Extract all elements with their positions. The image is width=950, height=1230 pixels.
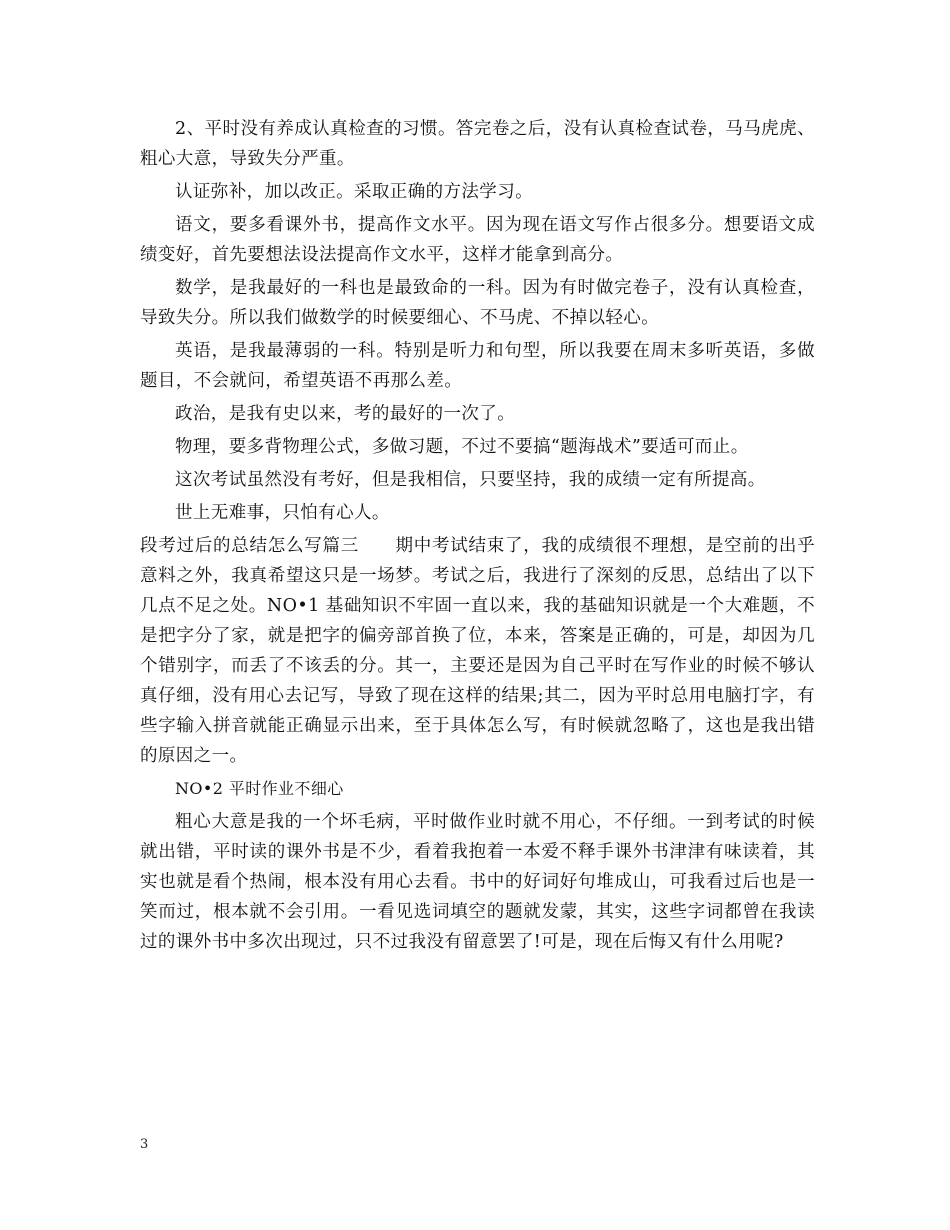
paragraph: 语文，要多看课外书，提高作文水平。因为现在语文写作占很多分。想要语文成绩变好，首先要想法设法提高作文水平，这样才能拿到高分。 (140, 215, 815, 265)
paragraph: 认证弥补，加以改正。采取正确的方法学习。 (175, 182, 533, 202)
paragraph: 世上无难事，只怕有心人。 (175, 503, 390, 523)
paragraph-article-three: 段考过后的总结怎么写篇三 期中考试结束了，我的成绩很不理想，是空前的出乎意料之外，我真希望这只是一场梦。考试之后，我进行了深刻的反思，总结出了以下几点不足之处。NO•1 基础知识不牢固一直以来，我的基础知识就是一个大难题，不是把字分了家，就是把字的偏旁部首换了位，本来，答案是正确的，可是，却因为几个错别字，而丢了不该丢的分。其一，主要还是因为自己平时在写作业的时候不够认真仔细，没有用心去记写，导致了现在这样的结果;其二，因为平时总用电脑打字，有些字输入拼音就能正确显示出来，至于具体怎么写，有时候就忽略了，这也是我出错的原因之一。 (140, 536, 815, 766)
page-number: 3 (140, 1137, 149, 1152)
paragraph: 政治，是我有史以来，考的最好的一次了。 (175, 404, 516, 424)
paragraph: 2、平时没有养成认真检查的习惯。答完卷之后，没有认真检查试卷，马马虎虎、粗心大意，导致失分严重。 (140, 119, 815, 169)
paragraph: 这次考试虽然没有考好，但是我相信，只要坚持，我的成绩一定有所提高。 (175, 470, 766, 490)
paragraph: 数学，是我最好的一科也是最致命的一科。因为有时做完卷子，没有认真检查，导致失分。所以我们做数学的时候要细心、不马虎、不掉以轻心。 (140, 278, 815, 328)
paragraph: 英语，是我最薄弱的一科。特别是听力和句型，所以我要在周末多听英语，多做题目，不会就问，希望英语不再那么差。 (140, 341, 815, 391)
document-body (140, 114, 815, 960)
paragraph: 物理，要多背物理公式，多做习题，不过不要搞“题海战术”要适可而止。 (175, 437, 749, 457)
subheading: NO•2 平时作业不细心 (175, 779, 344, 798)
paragraph-final: 粗心大意是我的一个坏毛病，平时做作业时就不用心，不仔细。一到考试的时候就出错，平时读的课外书是不少，看着我抱着一本爱不释手课外书津津有味读着，其实也就是看个热闹，根本没有用心去看。书中的好词好句堆成山，可我看过后也是一笑而过，根本就不会引用。一看见选词填空的题就发蒙，其实，这些字词都曾在我读过的课外书中多次出现过，只不过我没有留意罢了!可是，现在后悔又有什么用呢? (140, 812, 815, 952)
